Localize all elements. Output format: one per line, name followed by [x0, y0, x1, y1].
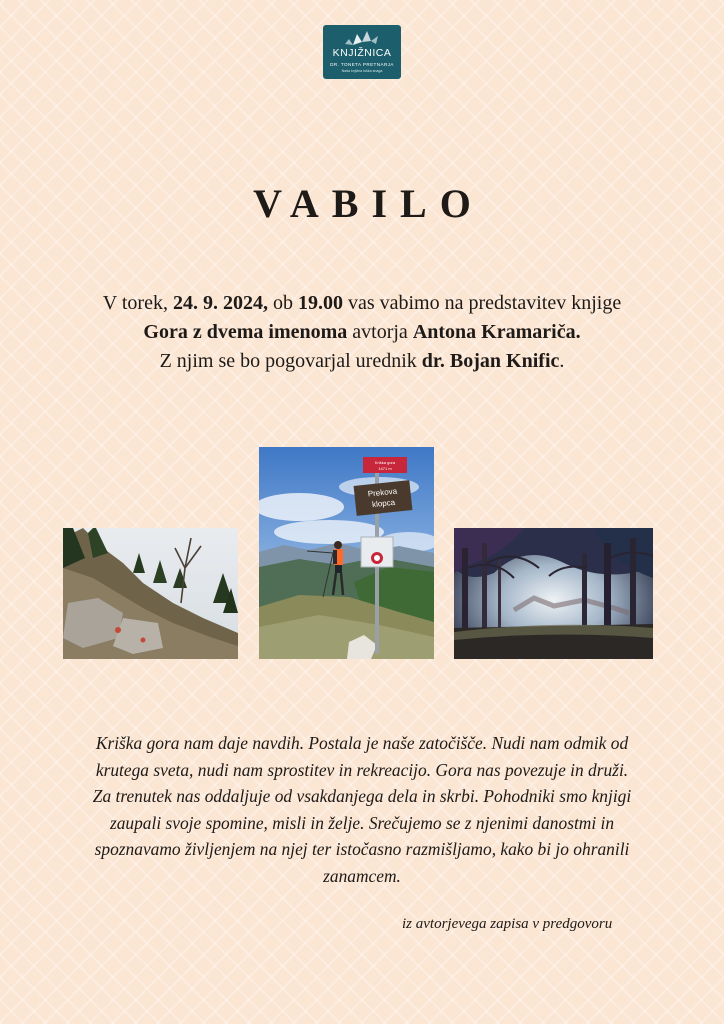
event-text: ob	[267, 292, 298, 314]
event-text: Z njim se bo pogovarjal urednik	[159, 350, 422, 372]
photo-forest	[454, 528, 653, 659]
logo-name: KNJIŽNICA	[332, 47, 392, 59]
quote-line: Za trenutek nas oddaljuje od vsakdanjega dela in skrbi. Pohodniki smo knjigi	[92, 786, 632, 806]
quote-source: iz avtorjevega zapisa v predgovoru	[402, 916, 613, 932]
event-text: vas vabimo na predstavitev knjige	[342, 292, 622, 314]
quote-line: zaupali svoje spomine, misli in želje. Srečujemo se z njenimi danostmi in	[109, 812, 615, 833]
event-line-3	[20, 347, 704, 376]
event-line-1	[20, 289, 704, 318]
event-time: 19.00	[297, 292, 343, 314]
sign-top-text: Kriška gora	[374, 460, 396, 465]
author-quote	[40, 730, 684, 889]
sign-main-text-2: klopca	[371, 497, 396, 510]
book-title: Gora z dvema imenoma	[143, 321, 348, 343]
logo-tagline: Naša knjižna luška snaga	[341, 69, 383, 73]
sign-altitude-text: 1471 m	[378, 466, 392, 471]
photo-hiker-trail-sign	[259, 447, 434, 659]
photo-rocky-slope	[63, 528, 238, 659]
quote-line: zanamcem.	[323, 865, 401, 886]
event-text: .	[559, 350, 565, 372]
author-name: Antona Kramariča.	[412, 321, 581, 343]
sign-main-text-1: Prekova	[367, 486, 398, 499]
quote-line: spoznavamo življenjem na njej ter istočasno razmišljamo, kako bi jo ohranili	[94, 839, 630, 859]
logo-subtitle: DR. TONETA PRETNARJA	[330, 62, 394, 67]
event-date: 24. 9. 2024,	[172, 292, 268, 314]
invitation-title: VABILO	[253, 181, 484, 226]
editor-name: dr. Bojan Knific	[421, 350, 560, 372]
event-line-2	[20, 318, 704, 347]
library-logo	[323, 25, 401, 79]
event-text: avtorja	[347, 321, 413, 343]
quote-line: Kriška gora nam daje navdih. Postala je naše zatočišče. Nudi nam odmik od	[95, 733, 629, 753]
event-text: V torek,	[102, 292, 173, 314]
quote-line: krutega sveta, nudi nam sprostitev in rekreacijo. Gora nas povezuje in druži.	[95, 759, 629, 780]
event-details	[20, 289, 704, 376]
